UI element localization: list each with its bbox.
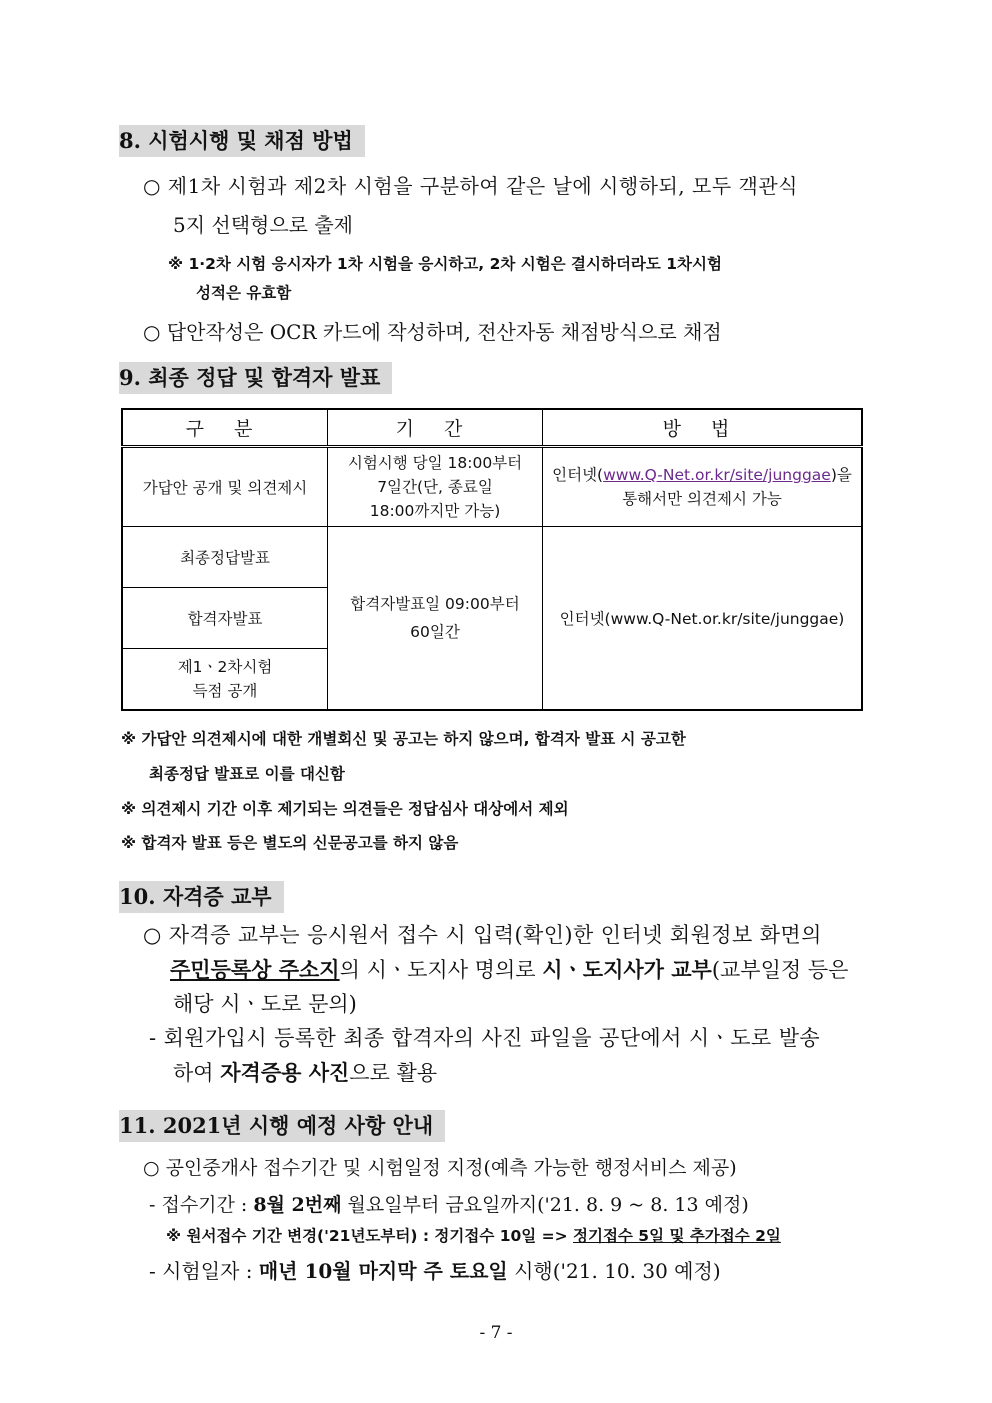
period-line: 18:00까지만 가능) <box>369 502 501 520</box>
text-span: - 접수기간 : <box>149 1194 254 1216</box>
period-line: 60일간 <box>410 622 460 641</box>
s11-dash-2 <box>149 1257 721 1285</box>
text-span: (교부일정 등은 <box>711 958 849 982</box>
text-span: 시행('21. 10. 30 예정) <box>507 1259 721 1283</box>
s8-note-line-2: 성적은 유효함 <box>196 284 292 302</box>
score-line: 제1ㆍ2차시험 <box>177 657 273 676</box>
s11-bullet-1: ○ 공인중개사 접수기간 및 시험일정 지정(예측 가능한 행정서비스 제공) <box>143 1157 737 1179</box>
resident-address-text: 주민등록상 주소지 <box>170 957 340 982</box>
section-11-heading: 11. 2021년 시행 예정 사항 안내 <box>119 1110 445 1142</box>
table-cell-announcement-period <box>328 527 543 710</box>
s8-bullet-1-line-2: 5지 선택형으로 출제 <box>173 213 353 237</box>
s9-note-2: ※ 의견제시 기간 이후 제기되는 의견들은 정답심사 대상에서 제외 <box>121 800 569 818</box>
s9-note-1-line-2: 최종정답 발표로 이를 대신함 <box>149 765 345 783</box>
table-header-category: 구 분 <box>122 409 328 447</box>
method-line <box>547 463 857 487</box>
page-number: - 7 - <box>479 1323 513 1343</box>
section-8-heading: 8. 시험시행 및 채점 방법 <box>119 125 365 157</box>
governor-issuance-text: 시ㆍ도지사가 교부 <box>542 957 712 982</box>
s11-dash-1 <box>149 1191 749 1219</box>
qnet-link[interactable]: www.Q-Net.or.kr/site/junggae <box>603 466 831 484</box>
s8-bullet-2: ○ 답안작성은 OCR 카드에 작성하며, 전산자동 채점방식으로 채점 <box>143 320 722 344</box>
second-week-text: 8월 2번째 <box>253 1194 342 1216</box>
result-schedule-table <box>121 408 863 711</box>
table-cell-score-disclosure <box>122 649 328 710</box>
section-9-heading: 9. 최종 정답 및 합격자 발표 <box>119 362 392 394</box>
table-header-method: 방 법 <box>543 409 863 447</box>
table-header-period: 기 간 <box>328 409 543 447</box>
s10-bullet-1-line-1: ○ 자격증 교부는 응시원서 접수 시 입력(확인)한 인터넷 회원정보 화면의 <box>143 923 822 947</box>
s8-bullet-1-line-1: ○ 제1차 시험과 제2차 시험을 구분하여 같은 날에 시행하되, 모두 객관식 <box>143 174 798 198</box>
table-cell-provisional-answer: 가답안 공개 및 의견제시 <box>122 447 328 527</box>
s11-note <box>166 1225 781 1247</box>
text-span: 으로 활용 <box>349 1061 438 1085</box>
s10-bullet-1-line-2 <box>170 956 848 984</box>
registration-change-text: 정기접수 5일 및 추가접수 2일 <box>573 1227 781 1245</box>
period-line: 7일간(단, 종료일 <box>377 478 493 496</box>
exam-day-text: 매년 10월 마지막 주 토요일 <box>258 1259 508 1283</box>
s8-note-line-1: ※ 1·2차 시험 응시자가 1차 시험을 응시하고, 2차 시험은 결시하더라도 1차시험 <box>168 255 722 273</box>
table-cell-provisional-period <box>328 447 543 527</box>
text-span: 하여 <box>173 1061 221 1085</box>
text-span: 의 시ㆍ도지사 명의로 <box>339 958 543 982</box>
table-cell-provisional-method <box>543 447 863 527</box>
method-prefix: 인터넷( <box>552 466 604 484</box>
table-cell-announcement-method: 인터넷(www.Q-Net.or.kr/site/junggae) <box>543 527 863 710</box>
text-span: 월요일부터 금요일까지('21. 8. 9 ~ 8. 13 예정) <box>341 1194 749 1216</box>
text-span: - 시험일자 : <box>149 1259 259 1283</box>
section-10-heading: 10. 자격증 교부 <box>119 881 284 913</box>
method-suffix: )을 <box>830 466 852 484</box>
score-line: 득점 공개 <box>192 681 258 700</box>
s10-dash-1-line-2 <box>173 1059 437 1087</box>
table-cell-final-answer: 최종정답발표 <box>122 527 328 588</box>
table-cell-pass-announcement: 합격자발표 <box>122 588 328 649</box>
text-span: ※ 원서접수 기간 변경('21년도부터) : 정기접수 10일 => <box>166 1227 574 1245</box>
period-line: 시험시행 당일 18:00부터 <box>347 454 523 472</box>
method-line: 통해서만 의견제시 가능 <box>622 490 782 508</box>
period-line: 합격자발표일 09:00부터 <box>350 594 520 613</box>
s10-bullet-1-line-3: 해당 시ㆍ도로 문의) <box>173 992 357 1016</box>
certificate-photo-text: 자격증용 사진 <box>220 1060 350 1085</box>
s9-note-3: ※ 합격자 발표 등은 별도의 신문공고를 하지 않음 <box>121 834 459 852</box>
s9-note-1-line-1: ※ 가답안 의견제시에 대한 개별회신 및 공고는 하지 않으며, 합격자 발표 시 공고한 <box>121 730 686 748</box>
s10-dash-1-line-1: - 회원가입시 등록한 최종 합격자의 사진 파일을 공단에서 시ㆍ도로 발송 <box>149 1026 821 1050</box>
